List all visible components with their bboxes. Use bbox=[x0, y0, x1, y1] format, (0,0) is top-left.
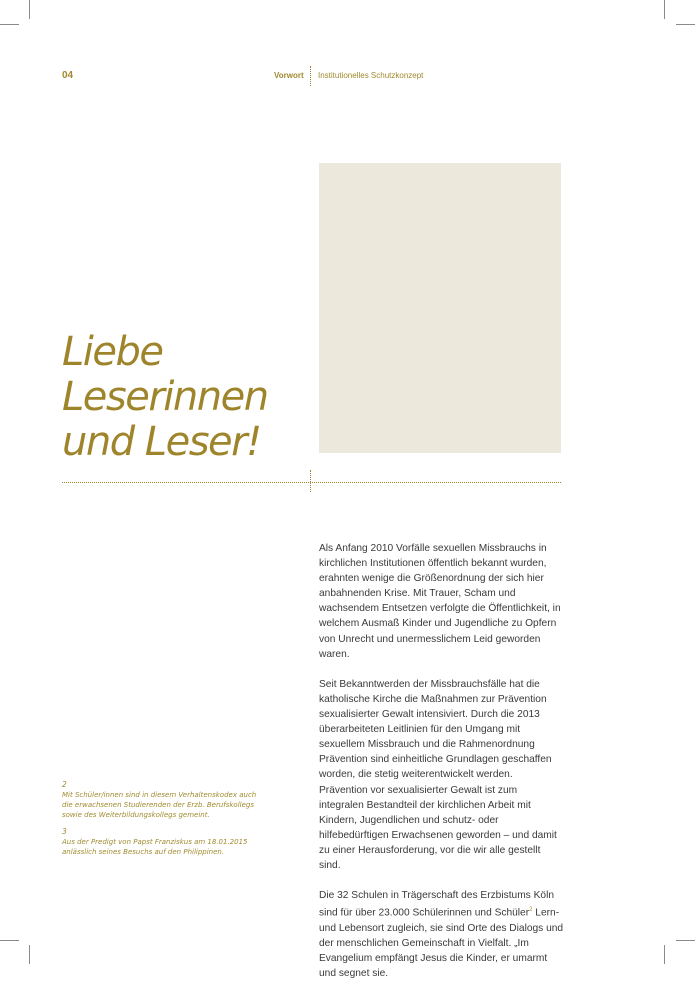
crop-mark bbox=[0, 940, 19, 941]
crop-mark bbox=[676, 940, 695, 941]
paragraph: Als Anfang 2010 Vorfälle sexuellen Missbrauchs in kirchlichen Institutionen öffentlich bekannt wurden, erahnten wenige die Größenordnung der sich hier anbahnenden Krise. Mit Trauer, Scham und wachsendem Entsetzen verfolgte die Öffentlichkeit, in welchem Ausmaß Kinder und Jugendliche zu Opfern von Unrecht und unermesslichem Leid geworden waren. bbox=[319, 543, 561, 660]
crop-mark bbox=[0, 24, 19, 25]
section-label: Vorwort bbox=[274, 71, 304, 80]
paragraph-text: Lern- und Lebensort zugleich, sie sind Orte des Dialogs und der menschlichen Gemeinschaft in Vielfalt. „Im Evangelium empfängt Jesus die Kinder, er umarmt und segnet sie. bbox=[319, 907, 564, 980]
footnote bbox=[62, 827, 262, 857]
footnote-number: 2 bbox=[62, 780, 67, 789]
crop-mark bbox=[29, 945, 30, 964]
document-title: Institutionelles Schutzkonzept bbox=[318, 71, 424, 80]
footnote-reference: 2 bbox=[529, 907, 533, 914]
title-line: und Leser! bbox=[62, 419, 261, 465]
title-line: Liebe bbox=[62, 329, 163, 375]
dotted-divider-vertical bbox=[310, 470, 311, 492]
photo-placeholder bbox=[319, 163, 561, 453]
body-text bbox=[319, 541, 564, 996]
paragraph: Seit Bekanntwerden der Missbrauchsfälle hat die katholische Kirche die Maßnahmen zur Prävention sexualisierter Gewalt intensiviert. Durch die 2013 überarbeiteten Leitlinien für den Umgang mit sexuellem Missbrauch und die Rahmenordnung Prävention sind einheitliche Grundlagen geschaffen worden, die stetig weiterentwickelt werden. Prävention vor sexualisierter Gewalt ist zum integralen Bestandteil der kirchlichen Arbeit mit Kindern, Jugendlichen und schutz- oder hilfebedürftigen Erwachsenen geworden – und damit zu einer Herausforderung, vor die wir alle gestellt sind. bbox=[319, 678, 557, 871]
paragraph-text: Die 32 Schulen in Trägerschaft des Erzbistums Köln sind für über 23.000 Schülerinnen und Schüler bbox=[319, 890, 554, 919]
title-line: Leserinnen bbox=[62, 374, 268, 420]
crop-mark bbox=[29, 0, 30, 19]
footnote-text: Aus der Predigt von Papst Franziskus am 18.01.2015 anlässlich seines Besuchs auf den Philippinen. bbox=[62, 838, 248, 856]
header-divider bbox=[310, 66, 311, 86]
crop-mark bbox=[664, 0, 665, 19]
footnote-text: Mit Schüler/innen sind in diesem Verhaltenskodex auch die erwachsenen Studierenden der Erzb. Berufskollegs sowie des Weiterbildungskollegs gemeint. bbox=[62, 791, 257, 819]
footnote-number: 3 bbox=[62, 827, 67, 836]
crop-mark bbox=[664, 945, 665, 964]
page-title bbox=[62, 330, 268, 465]
paragraph bbox=[319, 888, 564, 981]
crop-mark bbox=[676, 24, 695, 25]
footnotes bbox=[62, 780, 262, 864]
footnote bbox=[62, 780, 262, 820]
dotted-divider bbox=[62, 482, 561, 483]
page-number: 04 bbox=[62, 70, 74, 81]
